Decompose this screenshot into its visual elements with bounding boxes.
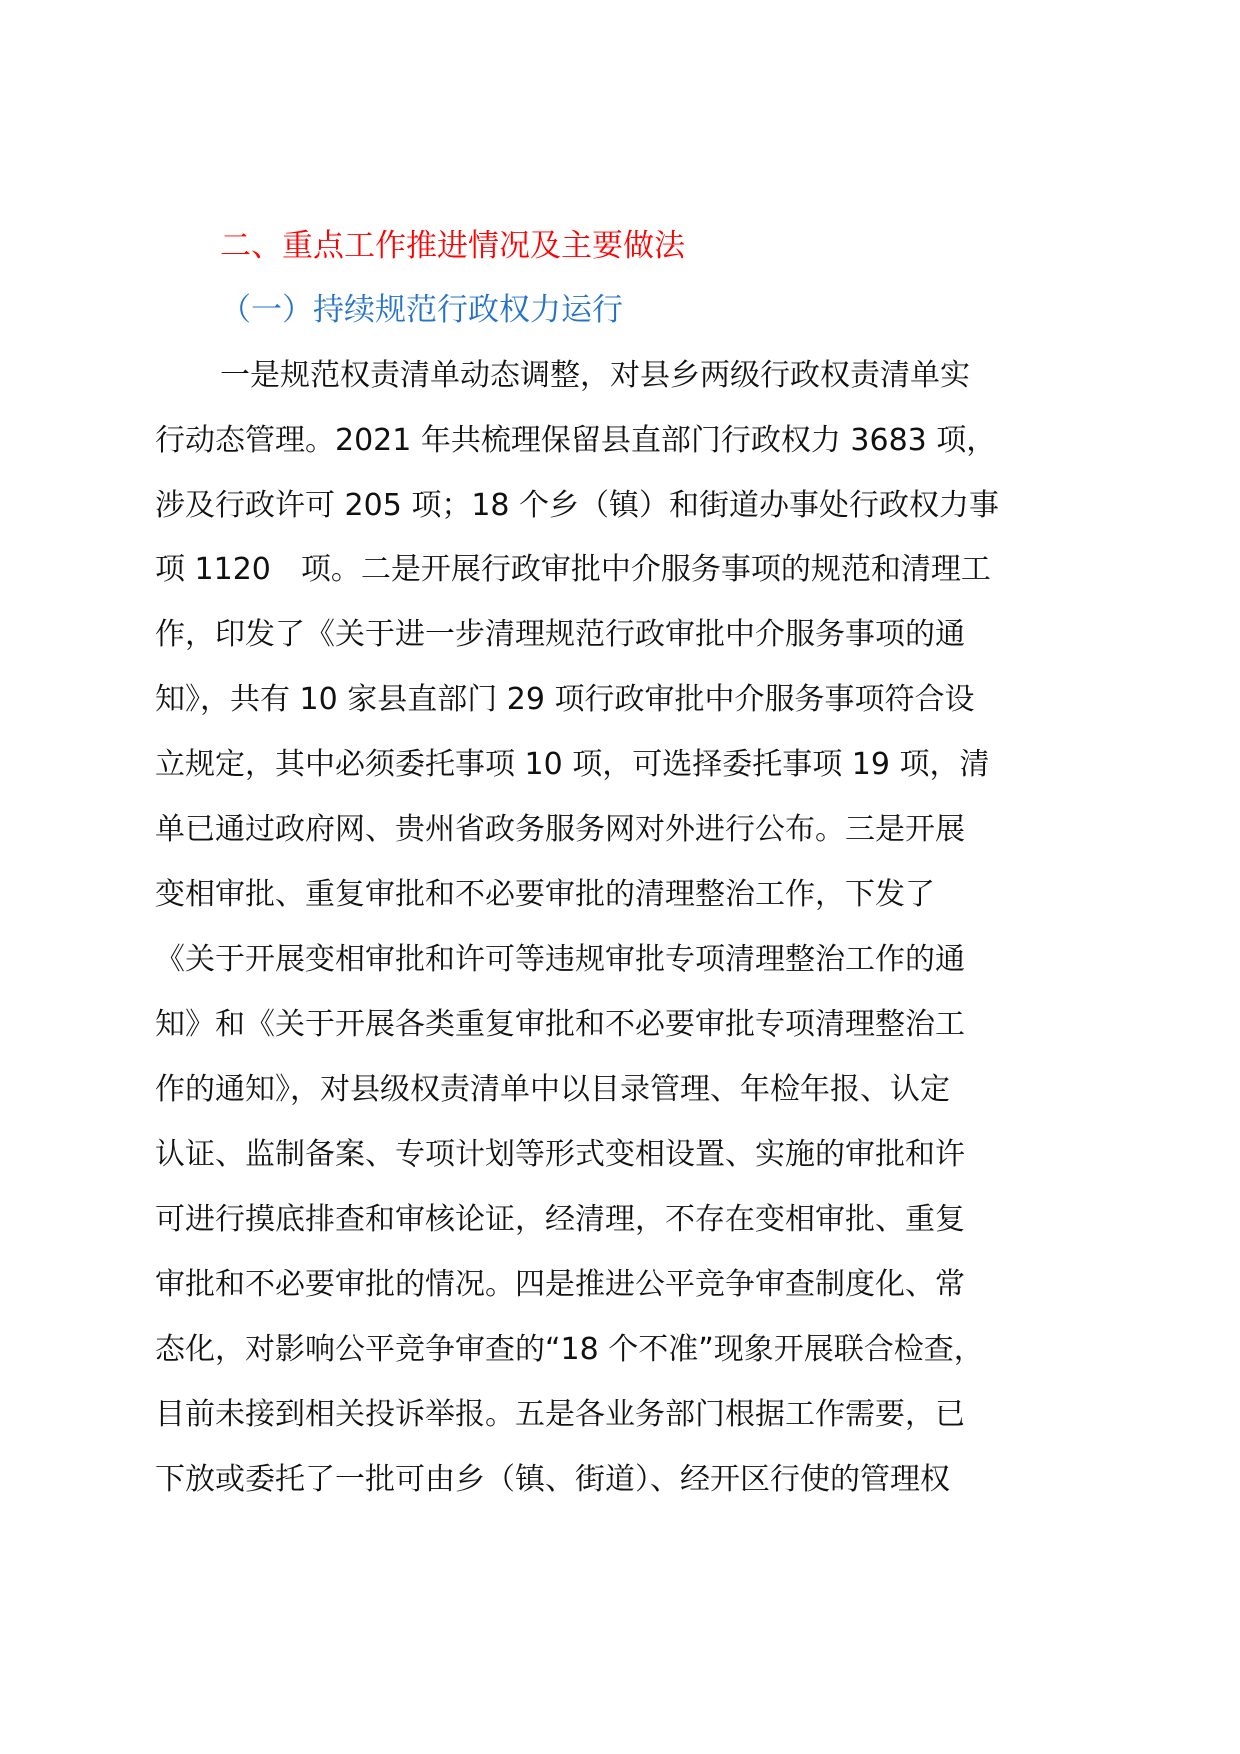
paragraph-line: 态化，对影响公平竞争审查的“18 个不准”现象开展联合检查， (155, 1332, 984, 1367)
paragraph-line: 《关于开展变相审批和许可等违规审批专项清理整治工作的通 (155, 942, 965, 977)
paragraph-line: 行动态管理。2021 年共梳理保留县直部门行政权力 3683 项， (155, 423, 997, 458)
subsection-heading: （一）持续规范行政权力运行 (220, 292, 623, 328)
paragraph-line: 审批和不必要审批的情况。四是推进公平竞争审查制度化、常 (155, 1267, 965, 1302)
paragraph-line: 下放或委托了一批可由乡（镇、街道）、经开区行使的管理权 (155, 1462, 950, 1497)
paragraph-line: 知》和《关于开展各类重复审批和不必要审批专项清理整治工 (155, 1007, 965, 1042)
paragraph-line: 作，印发了《关于进一步清理规范行政审批中介服务事项的通 (155, 617, 965, 652)
paragraph-line: 作的通知》，对县级权责清单中以目录管理、年检年报、认定 (155, 1072, 950, 1107)
paragraph-line: 立规定，其中必须委托事项 10 项，可选择委托事项 19 项，清 (155, 747, 990, 782)
paragraph-line: 涉及行政许可 205 项；18 个乡（镇）和街道办事处行政权力事 (155, 488, 1000, 523)
paragraph-line: 单已通过政府网、贵州省政务服务网对外进行公布。三是开展 (155, 812, 965, 847)
paragraph-line: 一是规范权责清单动态调整，对县乡两级行政权责清单实 (220, 358, 970, 393)
section-heading: 二、重点工作推进情况及主要做法 (220, 228, 685, 264)
paragraph-line: 可进行摸底排查和审核论证，经清理，不存在变相审批、重复 (155, 1202, 965, 1237)
paragraph-line: 认证、监制备案、专项计划等形式变相设置、实施的审批和许 (155, 1137, 965, 1172)
paragraph-line: 知》，共有 10 家县直部门 29 项行政审批中介服务事项符合设 (155, 682, 975, 717)
paragraph-line: 变相审批、重复审批和不必要审批的清理整治工作，下发了 (155, 877, 935, 912)
paragraph-line: 目前未接到相关投诉举报。五是各业务部门根据工作需要，已 (155, 1397, 965, 1432)
paragraph-line: 项 1120 项。二是开展行政审批中介服务事项的规范和清理工 (155, 552, 991, 587)
